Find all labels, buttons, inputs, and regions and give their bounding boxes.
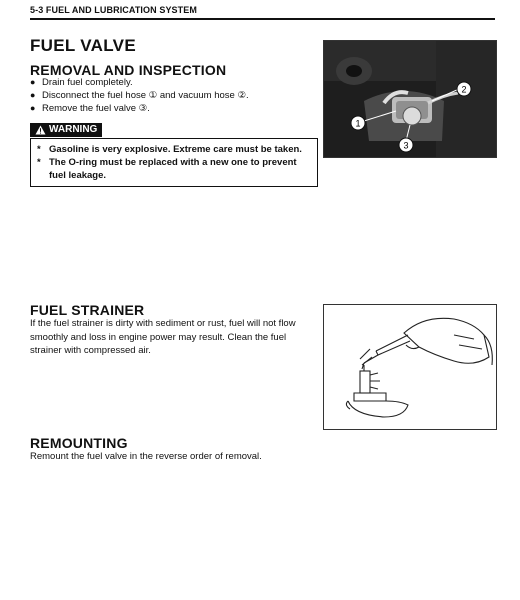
page-header: 5-3 FUEL AND LUBRICATION SYSTEM — [30, 5, 197, 15]
bullet-icon: ● — [30, 90, 36, 100]
remounting-text: Remount the fuel valve in the reverse order of removal. — [30, 451, 262, 462]
warning-triangle-icon — [35, 125, 46, 135]
removal-steps-list — [30, 76, 310, 115]
fuel-valve-photo — [323, 40, 497, 158]
callout-1: 1 — [355, 118, 361, 129]
warning-box — [30, 138, 318, 187]
air-gun-cleaning-drawing — [324, 305, 496, 429]
fuel-valve-illustration — [324, 41, 496, 157]
heading-fuel-strainer: FUEL STRAINER — [30, 302, 145, 318]
section-title-fuel-valve: FUEL VALVE — [30, 36, 136, 55]
warning-item: * Gasoline is very explosive. Extreme care must be taken. — [37, 144, 302, 155]
warning-item: * The O-ring must be replaced with a new one to prevent fuel leakage. — [37, 157, 297, 181]
warning-label: WARNING — [30, 123, 102, 137]
asterisk-icon: * — [37, 157, 41, 168]
callout-2: 2 — [461, 84, 467, 95]
callout-3: 3 — [403, 140, 409, 151]
list-item: ● Remove the fuel valve ③. — [30, 103, 150, 114]
asterisk-icon: * — [37, 144, 41, 155]
header-rule — [30, 18, 495, 20]
heading-removal-inspection: REMOVAL AND INSPECTION — [30, 62, 227, 78]
bullet-icon: ● — [30, 77, 36, 87]
fuel-strainer-illustration — [323, 304, 497, 430]
bullet-icon: ● — [30, 103, 36, 113]
fuel-strainer-text: If the fuel strainer is dirty with sediment or rust, fuel will not flow smoothly and loss in engine power may result. Clean the fuel strainer with compressed air. — [30, 318, 296, 356]
heading-remounting: REMOUNTING — [30, 435, 128, 451]
list-item: ● Drain fuel completely. — [30, 77, 133, 88]
list-item: ● Disconnect the fuel hose ① and vacuum hose ②. — [30, 90, 249, 101]
